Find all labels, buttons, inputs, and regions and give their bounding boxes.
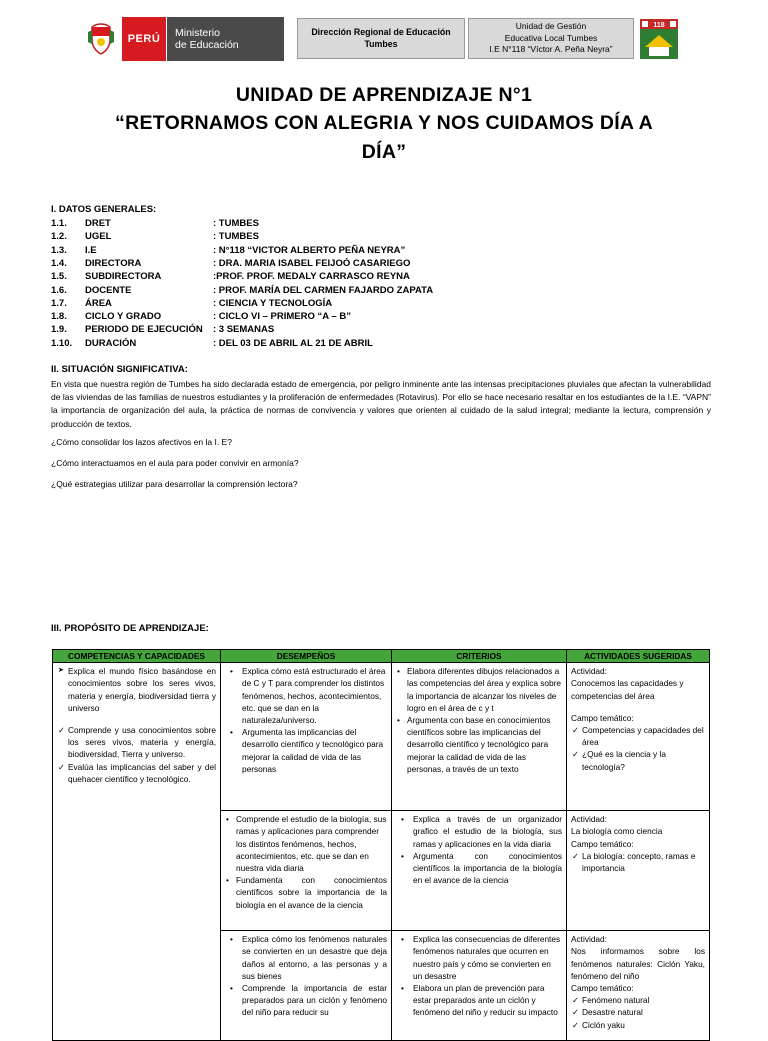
row-value: : CICLO VI – PRIMERO “A – B” <box>213 311 351 323</box>
general-data-heading: I. DATOS GENERALES: <box>51 204 157 215</box>
column-header: COMPETENCIAS Y CAPACIDADES <box>53 650 221 663</box>
list-item: • Argumenta con conocimientos científicos la importancia de la biología en el avance de la ciencia <box>396 850 562 887</box>
list-item: ✓ Comprende y usa conocimientos sobre los seres vivos, materia y energía, biodiversidad, Tierra y universo. <box>57 724 216 761</box>
activity-title: Nos informamos sobre los fenómenos naturales: Ciclón Yaku, fenómeno del niño <box>571 946 705 981</box>
row-label: DURACIÓN <box>85 337 137 349</box>
campo-list <box>571 994 705 1031</box>
row-number: 1.6. <box>51 284 67 296</box>
row-label: CICLO Y GRADO <box>85 311 162 323</box>
capacidades-list <box>57 724 216 785</box>
ugel-line3: I.E N°118 “Víctor A. Peña Neyra” <box>489 44 613 55</box>
ministry-line2: de Educación <box>175 39 239 51</box>
criterios-cell <box>392 663 567 811</box>
desempenos-cell <box>221 663 392 811</box>
row-value: : CIENCIA Y TECNOLOGÍA <box>213 297 333 309</box>
list-item: ✓ Competencias y capacidades del área <box>571 724 705 748</box>
list-item: • Argumenta con base en conocimientos científicos sobre las implicancias del desarrollo científico y tecnológico para mejorar la calidad de vida de las personas, a través de un texto <box>396 714 562 775</box>
list-item: ✓ ¿Qué es la ciencia y la tecnología? <box>571 748 705 772</box>
competencias-cell <box>53 663 221 1041</box>
list-item: • Elabora diferentes dibujos relacionados a las competencias del área y explica sobre la importancia de alcanzar los niveles de logro en el área de c y t <box>396 665 562 714</box>
school-logo-text: 118 <box>653 22 665 29</box>
row-number: 1.7. <box>51 297 67 309</box>
list-item: • Explica cómo los fenómenos naturales se convierten en un desastre que deja daños al entorno, a las personas y a sus bienes <box>225 933 387 982</box>
row-value: : PROF. MARÍA DEL CARMEN FAJARDO ZAPATA <box>213 284 434 296</box>
criterios-cell <box>392 811 567 931</box>
unit-title: UNIDAD DE APRENDIZAJE N°1 <box>235 84 533 106</box>
row-label: DRET <box>85 218 111 229</box>
question-1: ¿Cómo consolidar los lazos afectivos en la I. E? <box>51 437 232 447</box>
list-item: ✓ Evalúa las implicancias del saber y del quehacer científico y tecnológico. <box>57 761 216 785</box>
criterios-list <box>396 813 562 886</box>
column-header: ACTIVIDADES SUGERIDAS <box>567 650 710 663</box>
dre-line1: Dirección Regional de Educación <box>311 27 451 37</box>
list-item: • Fundamenta con conocimientos científicos sobre la importancia de la biología en el avance de la ciencia <box>225 874 387 911</box>
row-number: 1.9. <box>51 324 67 336</box>
question-3: ¿Qué estrategias utilizar para desarrollar la comprensión lectora? <box>51 479 298 489</box>
list-item: ✓ Fenómeno natural <box>571 994 705 1006</box>
row-label: DOCENTE <box>85 284 132 296</box>
row-number: 1.4. <box>51 257 67 269</box>
list-item: • Explica las consecuencias de diferentes fenómenos naturales que ocurren en nuestro país y cómo se convierten en un desastre <box>396 933 562 982</box>
list-item: ✓ La biología: concepto, ramas e importancia <box>571 850 705 874</box>
table-header-row <box>53 650 710 663</box>
list-item: ✓ Ciclón yaku <box>571 1019 705 1031</box>
dre-box <box>297 18 465 59</box>
list-item: • Comprende el estudio de la biología, sus ramas y aplicaciones para comprender los distintos fenómenos, hechos, acontecimientos, etc. que se dan en nuestra vida diaria <box>225 813 387 874</box>
activity-label: Actividad: <box>571 666 607 677</box>
list-item: • Argumenta las implicancias del desarrollo científico y tecnológico para mejorar la calidad de vida de las personas <box>225 726 387 775</box>
dre-line2: Tumbes <box>364 38 398 49</box>
desempenos-list <box>225 665 387 775</box>
desempenos-list <box>225 933 387 1018</box>
unit-subtitle-line1: “RETORNAMOS CON ALEGRIA Y NOS CUIDAMOS DÍA A <box>115 112 653 134</box>
row-label: SUBDIRECTORA <box>85 271 162 283</box>
row-number: 1.1. <box>51 218 67 229</box>
peru-label: PERÚ <box>122 17 166 61</box>
question-2: ¿Cómo interactuamos en el aula para poder convivir en armonía? <box>51 458 299 468</box>
row-value: :PROF. PROF. MEDALY CARRASCO REYNA <box>213 271 410 283</box>
peru-shield-icon <box>80 17 122 61</box>
list-item: • Elabora un plan de prevención para estar preparados ante un ciclón y fenómeno del niño y reducir su impacto <box>396 982 562 1019</box>
desempenos-cell <box>221 811 392 931</box>
ministry-logo <box>80 17 292 61</box>
competencias-list <box>57 665 216 714</box>
row-label: DIRECTORA <box>85 257 142 269</box>
row-label: I.E <box>85 244 97 256</box>
row-value: : TUMBES <box>213 218 259 229</box>
campo-label: Campo temático: <box>571 712 634 723</box>
row-value: : 3 SEMANAS <box>213 324 275 336</box>
unit-subtitle-line2: DÍA” <box>361 141 407 163</box>
row-label: ÁREA <box>85 297 112 309</box>
activity-label: Actividad: <box>571 814 607 825</box>
actividades-cell <box>567 663 710 811</box>
table-row <box>53 663 710 811</box>
situation-heading: II. SITUACIÓN SIGNIFICATIVA: <box>51 364 188 375</box>
row-number: 1.5. <box>51 271 67 283</box>
campo-list <box>571 724 705 773</box>
row-number: 1.2. <box>51 231 67 243</box>
ministry-line1: Ministerio <box>175 27 220 39</box>
list-item: ✓ Desastre natural <box>571 1006 705 1018</box>
row-value: : DRA. MARIA ISABEL FEIJOÓ CASARIEGO <box>213 257 411 269</box>
actividades-cell <box>567 931 710 1041</box>
desempenos-list <box>225 813 387 911</box>
list-item: • Explica a través de un organizador grafico el estudio de la biología, sus ramas y aplicaciones en la vida diaria <box>396 813 562 850</box>
row-label: PERIODO DE EJECUCIÓN <box>85 324 203 336</box>
ugel-line2: Educativa Local Tumbes <box>504 32 598 43</box>
campo-label: Campo temático: <box>571 838 634 849</box>
list-item: • Comprende la importancia de estar preparados para un ciclón y fenómeno del niño para reducir su <box>225 982 387 1019</box>
activity-title: La biología como ciencia <box>571 826 663 837</box>
situation-paragraph: En vista que nuestra región de Tumbes ha sido declarada estado de emergencia, por peligro inminente ante las intensas precipitaciones pluviales que afectan la vulnerabilidad de las viviendas de las familias de nuestros estudiantes y la proliferación de enfermedades (Rotavirus). Por ello se hace necesario resaltar en los estudiantes de la I.E. “VAPN” la importancia de organización del aula, la práctica de normas de convivencia y valores que orienten al cuidado de la salud integral; mediante la lectura, comprensión y producción de textos. <box>51 379 711 429</box>
ugel-line1: Unidad de Gestión <box>515 21 587 32</box>
desempenos-cell <box>221 931 392 1041</box>
list-item: ➤ Explica el mundo físico basándose en conocimientos sobre los seres vivos, materia y energía, biodiversidad tierra y universo <box>57 665 216 714</box>
campo-label: Campo temático: <box>571 983 634 994</box>
actividades-cell <box>567 811 710 931</box>
row-value: : DEL 03 DE ABRIL AL 21 DE ABRIL <box>213 337 373 349</box>
ministry-label <box>166 17 284 61</box>
row-number: 1.10. <box>51 337 73 349</box>
purpose-heading: III. PROPÓSITO DE APRENDIZAJE: <box>51 623 209 634</box>
row-label: UGEL <box>85 231 112 243</box>
column-header: DESEMPEÑOS <box>221 650 392 663</box>
row-number: 1.3. <box>51 244 67 256</box>
criterios-list <box>396 933 562 1018</box>
campo-list <box>571 850 705 874</box>
row-value: : N°118 “VICTOR ALBERTO PEÑA NEYRA” <box>213 244 406 256</box>
criterios-cell <box>392 931 567 1041</box>
row-number: 1.8. <box>51 311 67 323</box>
criterios-list <box>396 665 562 775</box>
list-item: • Explica cómo está estructurado el área de C y T para comprender los distintos fenómenos, hechos, acontecimientos, etc. que se dan en la naturaleza/universo. <box>225 665 387 726</box>
activity-title: Conocemos las capacidades y competencias del área <box>571 678 684 701</box>
column-header: CRITERIOS <box>392 650 567 663</box>
ugel-box <box>468 18 634 59</box>
row-value: : TUMBES <box>213 231 259 243</box>
purpose-table <box>52 649 710 1041</box>
activity-label: Actividad: <box>571 934 607 945</box>
school-logo <box>637 17 681 61</box>
